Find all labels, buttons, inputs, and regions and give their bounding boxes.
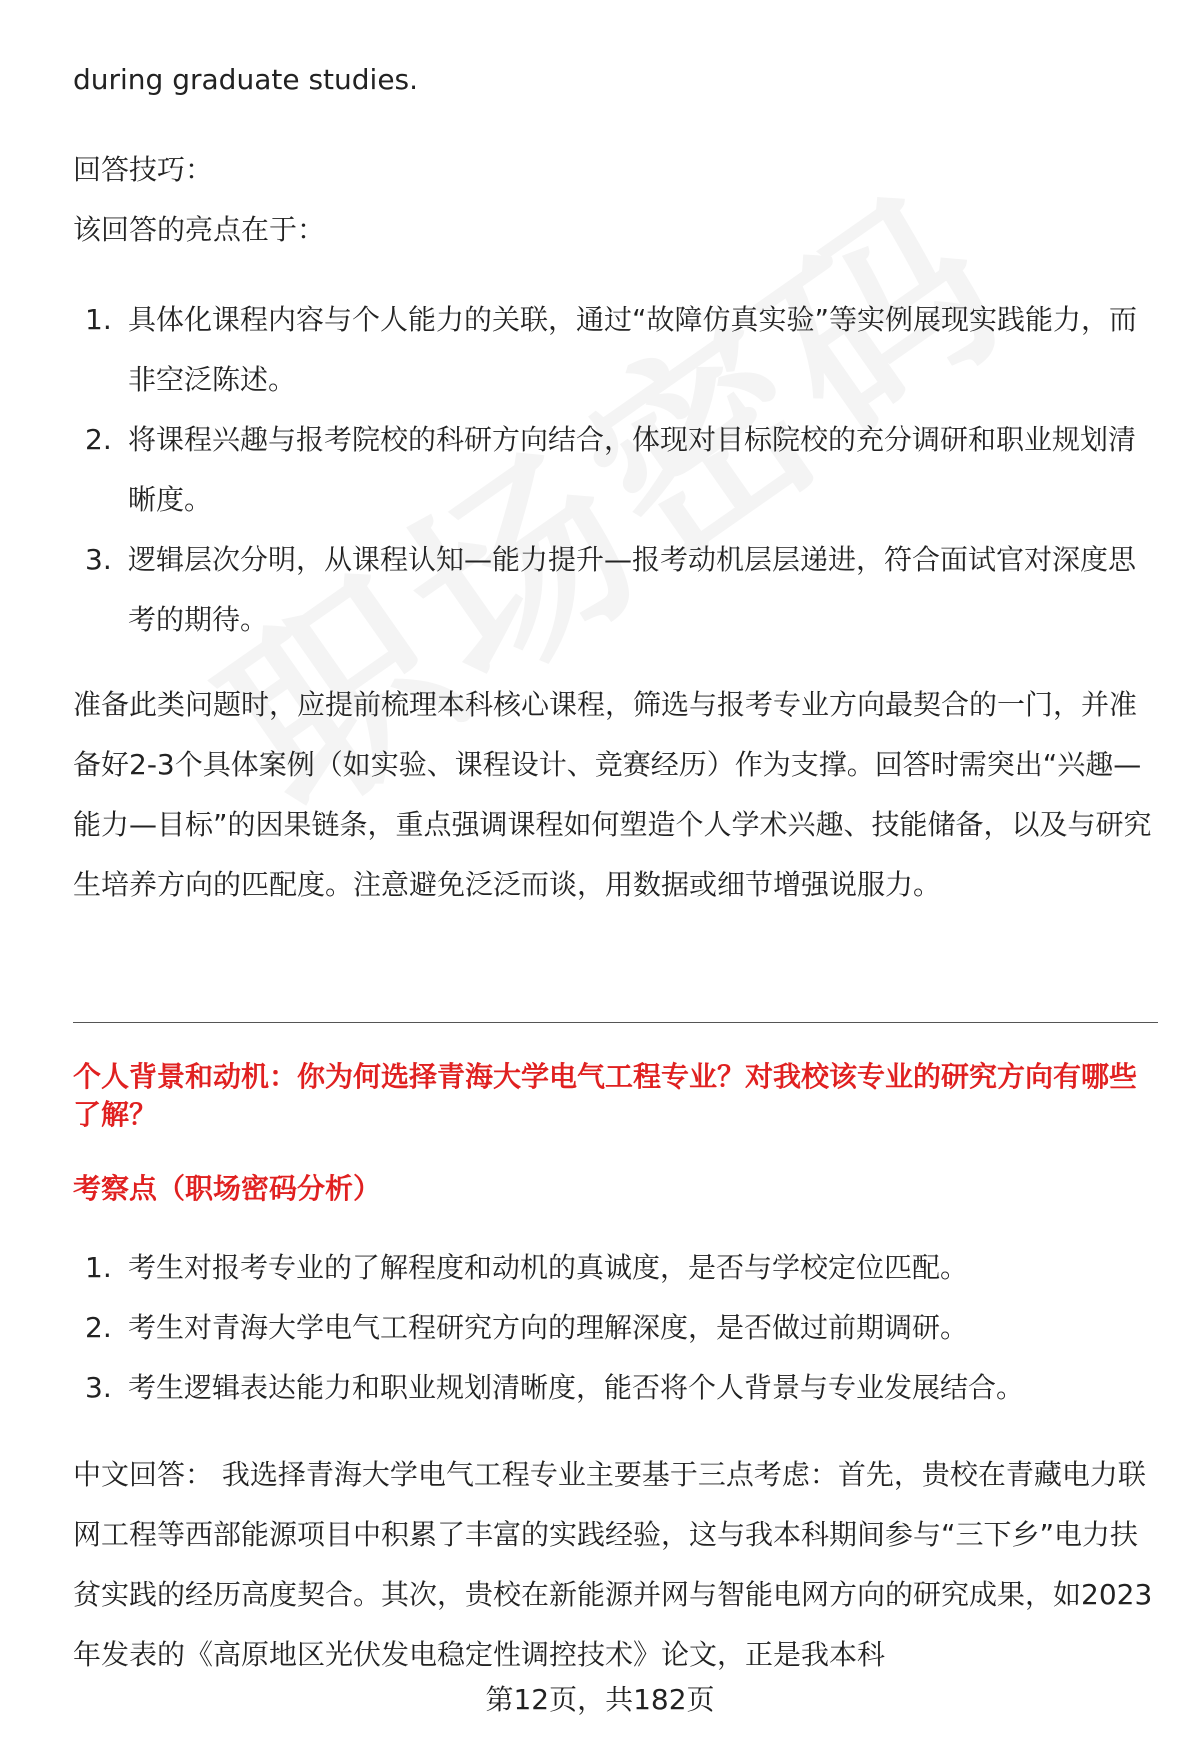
list-text: 考生逻辑表达能力和职业规划清晰度，能否将个人背景与专业发展结合。 bbox=[128, 1371, 1025, 1404]
page-number: 第12页，共182页 bbox=[485, 1683, 715, 1716]
section-divider bbox=[73, 1022, 1158, 1023]
list-item bbox=[73, 1238, 1158, 1298]
points-heading: 考察点（职场密码分析） bbox=[73, 1172, 382, 1205]
list-number: 2. bbox=[85, 1311, 112, 1344]
list-number: 1. bbox=[85, 1251, 112, 1284]
list-item bbox=[73, 1358, 1158, 1418]
list-text: 逻辑层次分明，从课程认知—能力提升—报考动机层层递进，符合面试官对深度思考的期待。 bbox=[128, 543, 1137, 636]
list-item bbox=[73, 530, 1158, 650]
list-text: 将课程兴趣与报考院校的科研方向结合，体现对目标院校的充分调研和职业规划清晰度。 bbox=[128, 423, 1137, 516]
tips-label: 回答技巧： bbox=[73, 153, 214, 186]
list-item bbox=[73, 1298, 1158, 1358]
highlights-list bbox=[73, 290, 1158, 650]
list-number: 3. bbox=[85, 1371, 112, 1404]
list-text: 具体化课程内容与个人能力的关联，通过“故障仿真实验”等实例展现实践能力，而非空泛陈述。 bbox=[128, 303, 1138, 396]
tips-intro: 该回答的亮点在于： bbox=[73, 213, 326, 246]
list-text: 考生对报考专业的了解程度和动机的真诚度，是否与学校定位匹配。 bbox=[128, 1251, 969, 1284]
list-number: 1. bbox=[85, 303, 112, 336]
prep-paragraph: 准备此类问题时，应提前梳理本科核心课程，筛选与报考专业方向最契合的一门，并准备好2-3个具体案例（如实验、课程设计、竞赛经历）作为支撑。回答时需突出“兴趣—能力—目标”的因果链条，重点强调课程如何塑造个人学术兴趣、技能储备，以及与研究生培养方向的匹配度。注意避免泛泛而谈，用数据或细节增强说服力。 bbox=[73, 688, 1152, 901]
list-item bbox=[73, 410, 1158, 530]
list-number: 3. bbox=[85, 543, 112, 576]
list-text: 考生对青海大学电气工程研究方向的理解深度，是否做过前期调研。 bbox=[128, 1311, 969, 1344]
answer-paragraph: 中文回答： 我选择青海大学电气工程专业主要基于三点考虑：首先，贵校在青藏电力联网工程等西部能源项目中积累了丰富的实践经验，这与我本科期间参与“三下乡”电力扶贫实践的经历高度契合。其次，贵校在新能源并网与智能电网方向的研究成果，如2023年发表的《高原地区光伏发电稳定性调控技术》论文，正是我本科 bbox=[73, 1458, 1153, 1671]
carry-over-text: during graduate studies. bbox=[73, 63, 419, 96]
question-heading: 个人背景和动机：你为何选择青海大学电气工程专业？对我校该专业的研究方向有哪些了解？ bbox=[73, 1060, 1138, 1131]
assessment-points-list bbox=[73, 1238, 1158, 1418]
document-page bbox=[73, 0, 1158, 1755]
list-item bbox=[73, 290, 1158, 410]
list-number: 2. bbox=[85, 423, 112, 456]
